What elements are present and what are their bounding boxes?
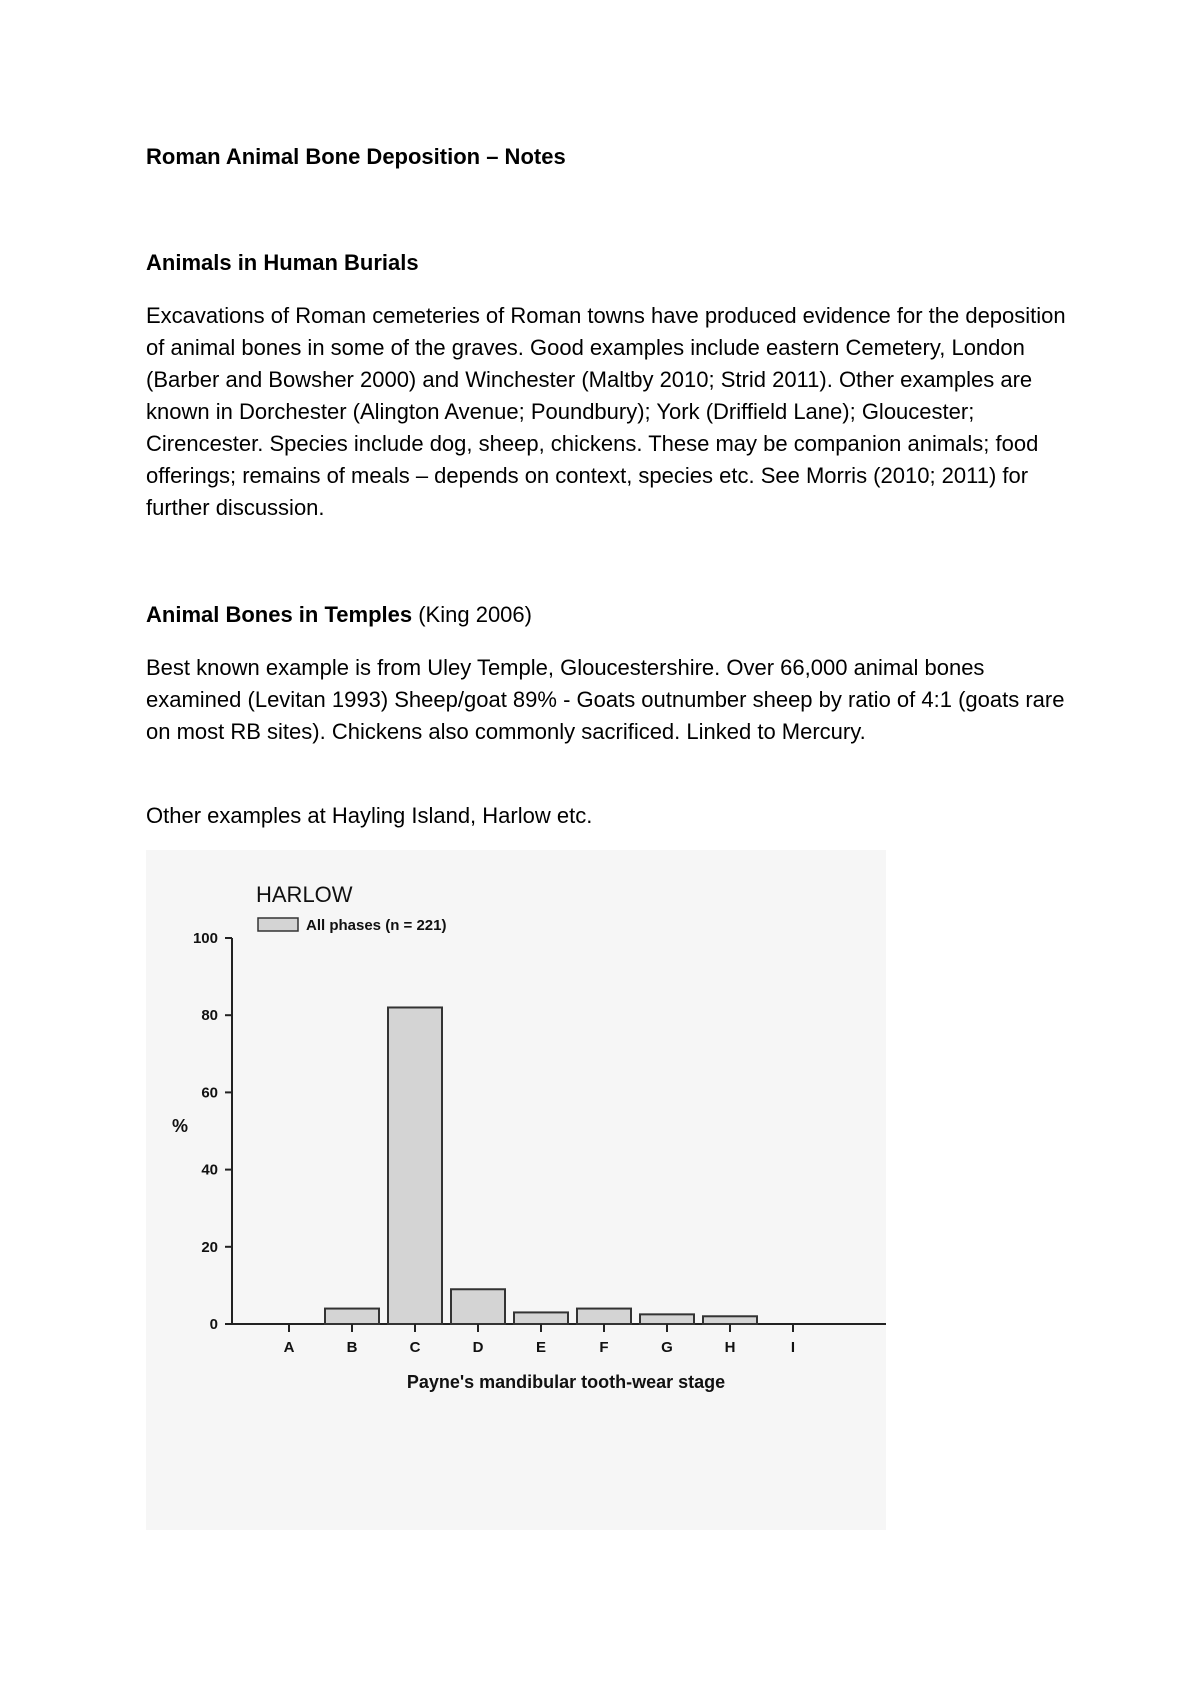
heading-animals-in-human-burials: Animals in Human Burials	[146, 250, 419, 275]
y-tick-label: 80	[201, 1007, 218, 1025]
x-tick-label-A: A	[283, 1339, 295, 1356]
harlow-chart-figure	[146, 850, 886, 1530]
y-tick-label: 0	[209, 1316, 218, 1333]
x-tick-label-E: E	[535, 1339, 547, 1356]
bar-F	[577, 1309, 631, 1324]
y-axis-label: %	[172, 1116, 189, 1136]
y-tick-label: 20	[201, 1238, 218, 1256]
legend-label: All phases (n = 221)	[306, 917, 447, 934]
x-tick-label-I: I	[790, 1339, 796, 1356]
bar-E	[514, 1312, 568, 1324]
heading-animal-bones-in-temples	[146, 602, 532, 628]
heading-text: Animal Bones in Temples	[146, 602, 413, 627]
bar-G	[640, 1314, 694, 1324]
y-tick-label: 60	[201, 1084, 218, 1102]
legend-swatch	[258, 918, 298, 931]
x-tick-label-H: H	[724, 1339, 736, 1356]
paragraph-other-examples: Other examples at Hayling Island, Harlow etc.	[146, 803, 593, 828]
x-tick-label-F: F	[599, 1339, 609, 1356]
x-tick-label-C: C	[409, 1339, 421, 1356]
paragraph-uley-temple: Best known example is from Uley Temple, Gloucestershire. Over 66,000 animal bones examined (Levitan 1993) Sheep/goat 89% - Goats outnumber sheep by ratio of 4:1 (goats rare on most RB sites). Chickens also commonly sacrificed. Linked to Mercury.	[146, 655, 1065, 744]
y-tick-label: 100	[192, 930, 218, 947]
x-tick-label-B: B	[346, 1339, 358, 1356]
harlow-bar-chart	[146, 850, 886, 1530]
x-tick-label-G: G	[661, 1339, 673, 1356]
bar-C	[388, 1007, 442, 1324]
x-tick-label-D: D	[472, 1339, 484, 1356]
paragraph-human-burials: Excavations of Roman cemeteries of Roman towns have produced evidence for the deposition of animal bones in some of the graves. Good examples include eastern Cemetery, London (Barber and Bowsher 2000) and Winchester (Maltby 2010; Strid 2011). Other examples are known in Dorchester (Alington Avenue; Poundbury); York (Driffield Lane); Gloucester; Cirencester. Species include dog, sheep, chickens. These may be companion animals; food offerings; remains of meals – depends on context, species etc. See Morris (2010; 2011) for further discussion.	[146, 303, 1066, 520]
document-title: Roman Animal Bone Deposition – Notes	[146, 144, 566, 169]
heading-citation: (King 2006)	[418, 602, 532, 627]
x-axis-label: Payne's mandibular tooth-wear stage	[406, 1372, 726, 1392]
bar-D	[451, 1289, 505, 1324]
chart-title: HARLOW	[256, 882, 353, 907]
bar-B	[325, 1309, 379, 1324]
y-tick-label: 40	[201, 1161, 218, 1179]
bar-H	[703, 1316, 757, 1324]
